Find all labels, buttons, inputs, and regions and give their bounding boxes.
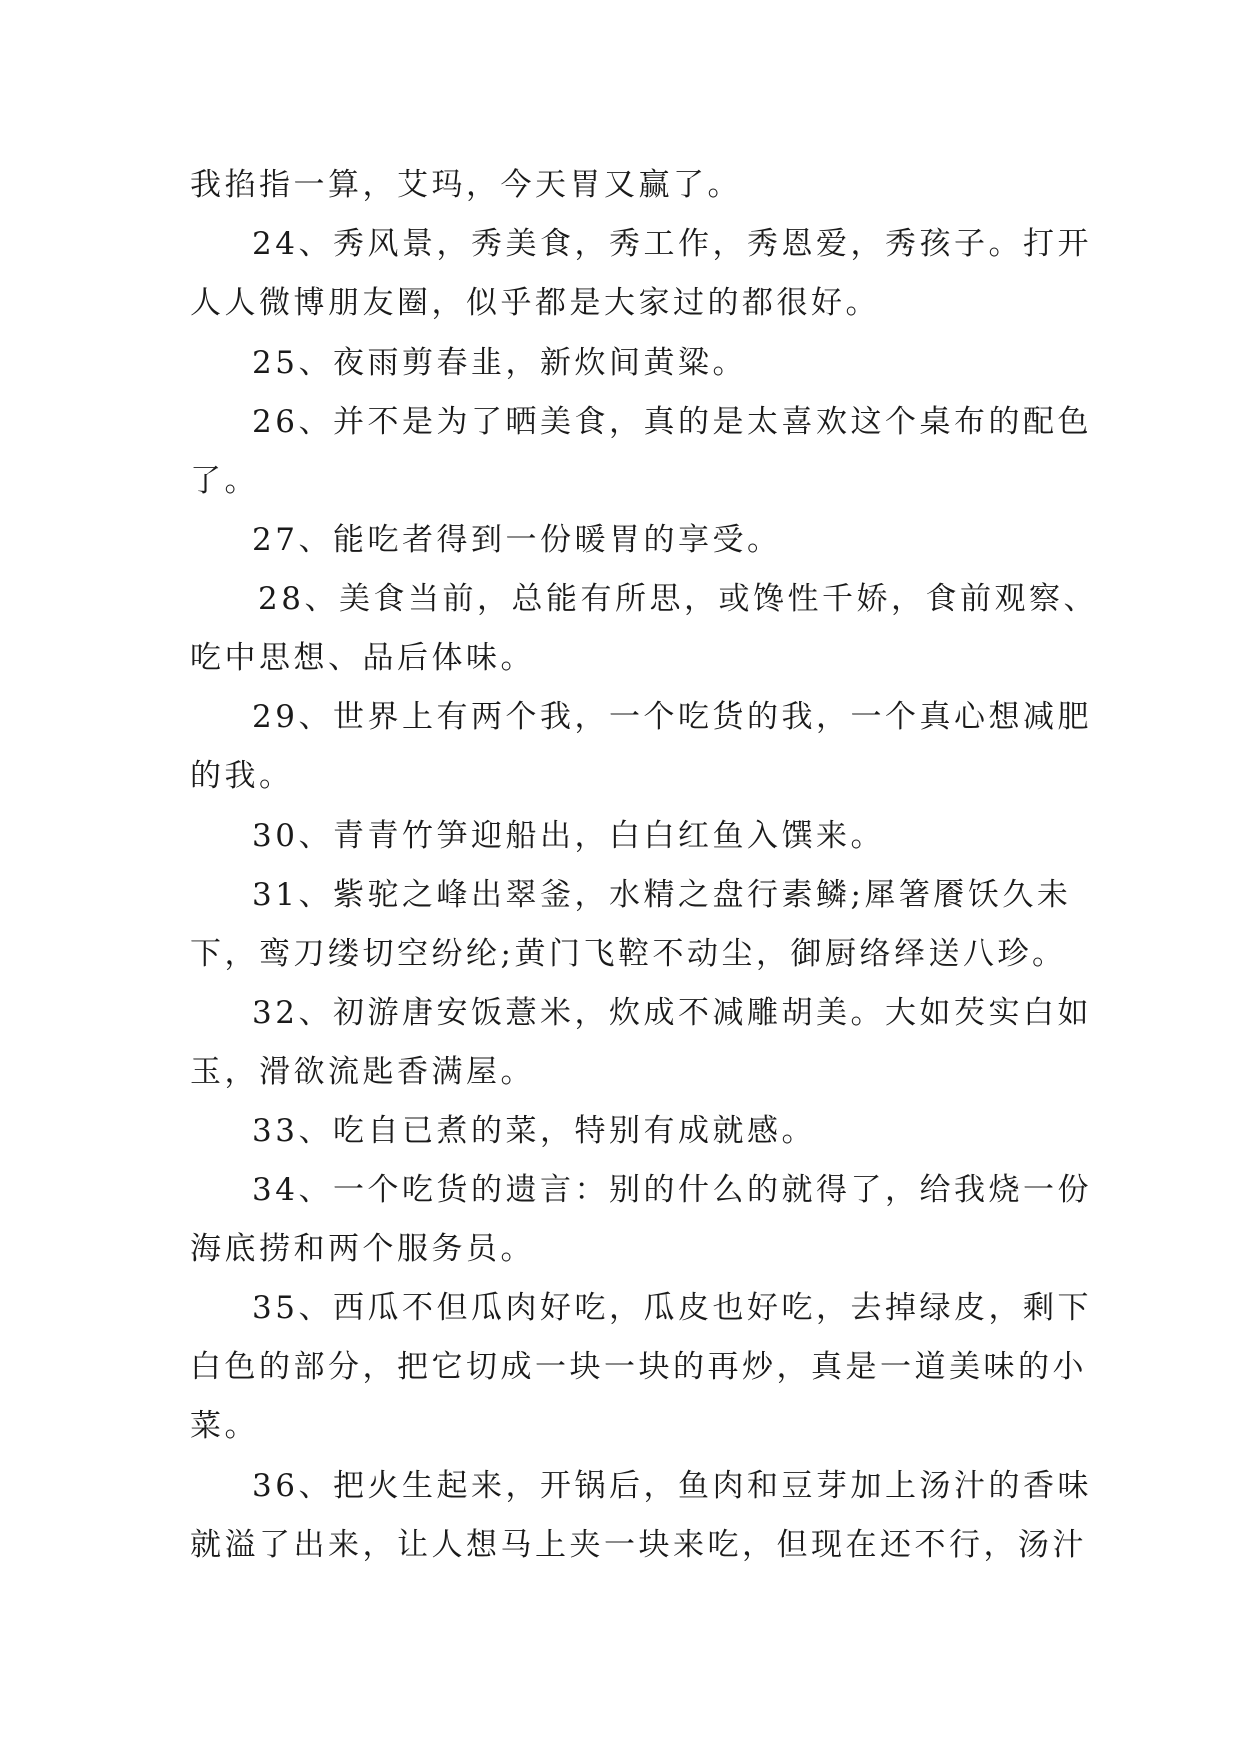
paragraph-line: 24、秀风景，秀美食，秀工作，秀恩爱，秀孩子。打开	[252, 226, 1092, 262]
paragraph-line: 海底捞和两个服务员。	[190, 1231, 535, 1267]
paragraph-line: 32、初游唐安饭薏米，炊成不减雕胡美。大如芡实白如	[252, 995, 1092, 1031]
paragraph-line: 33、吃自已煮的菜，特别有成就感。	[252, 1113, 816, 1149]
paragraph-line: 吃中思想、品后体味。	[190, 640, 535, 676]
paragraph-line: 玉，滑欲流匙香满屋。	[190, 1054, 535, 1090]
paragraph-line: 了。	[190, 463, 259, 499]
paragraph-line: 26、并不是为了晒美食，真的是太喜欢这个桌布的配色	[252, 404, 1092, 440]
paragraph-line: 我掐指一算，艾玛，今天胃又赢了。	[190, 167, 742, 203]
paragraph-line: 的我。	[190, 758, 294, 794]
paragraph-line: 28、美食当前，总能有所思，或馋性千娇，食前观察、	[258, 581, 1098, 617]
paragraph-line: 25、夜雨剪春韭，新炊间黄粱。	[252, 345, 747, 381]
paragraph-line: 34、一个吃货的遗言：别的什么的就得了，给我烧一份	[252, 1172, 1092, 1208]
paragraph-line: 30、青青竹笋迎船出，白白红鱼入馔来。	[252, 818, 885, 854]
paragraph-line: 29、世界上有两个我，一个吃货的我，一个真心想减肥	[252, 699, 1092, 735]
paragraph-line: 白色的部分，把它切成一块一块的再炒，真是一道美味的小	[190, 1349, 1087, 1385]
paragraph-line: 就溢了出来，让人想马上夹一块来吃，但现在还不行，汤汁	[190, 1527, 1087, 1563]
paragraph-line: 35、西瓜不但瓜肉好吃，瓜皮也好吃，去掉绿皮，剩下	[252, 1290, 1092, 1326]
paragraph-line: 31、紫驼之峰出翠釜，水精之盘行素鳞;犀箸餍饫久未	[252, 877, 1072, 913]
paragraph-line: 36、把火生起来，开锅后，鱼肉和豆芽加上汤汁的香味	[252, 1468, 1092, 1504]
paragraph-line: 下，鸾刀缕切空纷纶;黄门飞鞚不动尘，御厨络绎送八珍。	[190, 936, 1067, 972]
paragraph-line: 人人微博朋友圈，似乎都是大家过的都很好。	[190, 285, 880, 321]
paragraph-line: 27、能吃者得到一份暖胃的享受。	[252, 522, 782, 558]
paragraph-line: 菜。	[190, 1408, 259, 1444]
